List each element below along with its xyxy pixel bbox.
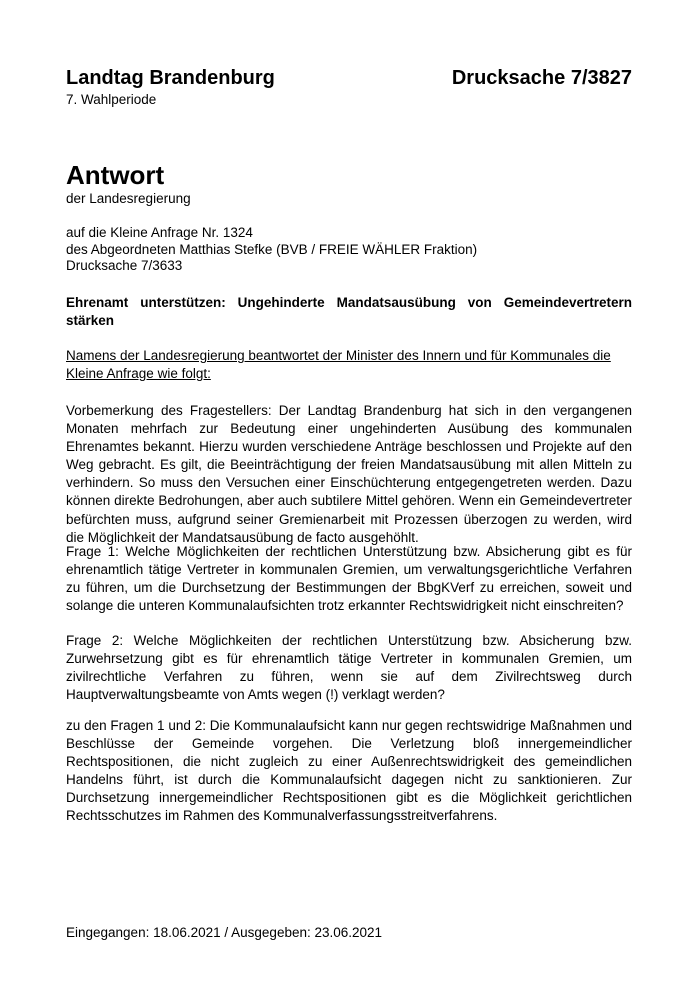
parliament-name: Landtag Brandenburg [66,67,275,89]
subject-heading: Ehrenamt unterstützen: Ungehinderte Mandatsausübung von Gemeindevertretern stärken [66,295,632,328]
request-line-number: auf die Kleine Anfrage Nr. 1324 [66,225,253,240]
intro-statement: Namens der Landesregierung beantwortet der Minister des Innern und für Kommunales die Kleine Anfrage wie folgt: [66,348,611,381]
preliminary-remark: Vorbemerkung des Fragestellers: Der Landtag Brandenburg hat sich in den vergangenen Monaten mehrfach zur Bedeutung einer ungehinderten Ausübung des kommunalen Ehrenamtes bekannt. Hierzu wurden verschiedene Anträge beschlossen und Projekte auf den Weg gebracht. Es gilt, die Beeinträchtigung der freien Mandatsausübung mit allen Mitteln zu verhindern. So muss den Versuchen einer Einschüchterung entgegengetreten werden. Dazu können direkte Bedrohungen, aber auch subtilere Mittel gehören. Wenn ein Gemeindevertreter befürchten muss, aufgrund seiner Gremienarbeit mit Prozessen überzogen zu werden, wird die Möglichkeit der Mandatsausübung de facto ausgehöhlt. [66,403,632,545]
answer-paragraph: zu den Fragen 1 und 2: Die Kommunalaufsicht kann nur gegen rechtswidrige Maßnahmen und Beschlüsse der Gemeinde vorgehen. Die Verletzung bloß innergemeindlicher Rechtspositionen, die nicht zugleich zu einer Außenrechtswidrigkeit des gemeindlichen Handelns führt, ist durch die Kommunalaufsicht dagegen nicht zu sanktionieren. Zur Durchsetzung innergemeindlicher Rechtspositionen gibt es die Möglichkeit gerichtlichen Rechtsschutzes im Rahmen des Kommunalverfassungsstreitverfahrens. [66,718,632,824]
request-line-author: des Abgeordneten Matthias Stefke (BVB / FREIE WÄHLER Fraktion) [66,241,478,257]
page-title: Antwort [66,160,165,190]
request-reference [66,225,477,275]
page-subtitle: der Landesregierung [66,191,191,206]
legislative-period: 7. Wahlperiode [66,92,157,107]
footer-dates: Eingegangen: 18.06.2021 / Ausgegeben: 23.06.2021 [66,925,383,940]
question-2: Frage 2: Welche Möglichkeiten der rechtlichen Unterstützung bzw. Absicherung bzw. Zurwehrsetzung gibt es für ehrenamtlich tätige Vertreter in kommunalen Gremien, um zivilrechtliche Verfahren zu führen, wenn sie auf dem Zivilrechtsweg durch Hauptverwaltungsbeamte von Amts wegen (!) verklagt werden? [66,633,632,703]
document-number: Drucksache 7/3827 [451,67,632,89]
question-1: Frage 1: Welche Möglichkeiten der rechtlichen Unterstützung bzw. Absicherung gibt es für ehrenamtlich tätige Vertreter in kommunalen Gremien, um verwaltungsgerichtliche Verfahren zu führen, um die Durchsetzung der Bestimmungen der BbgKVerf zu erreichen, soweit und solange die unteren Kommunalaufsichten trotz erkannter Rechtswidrigkeit nicht einschreiten? [66,544,632,614]
request-line-document: Drucksache 7/3633 [66,258,183,273]
